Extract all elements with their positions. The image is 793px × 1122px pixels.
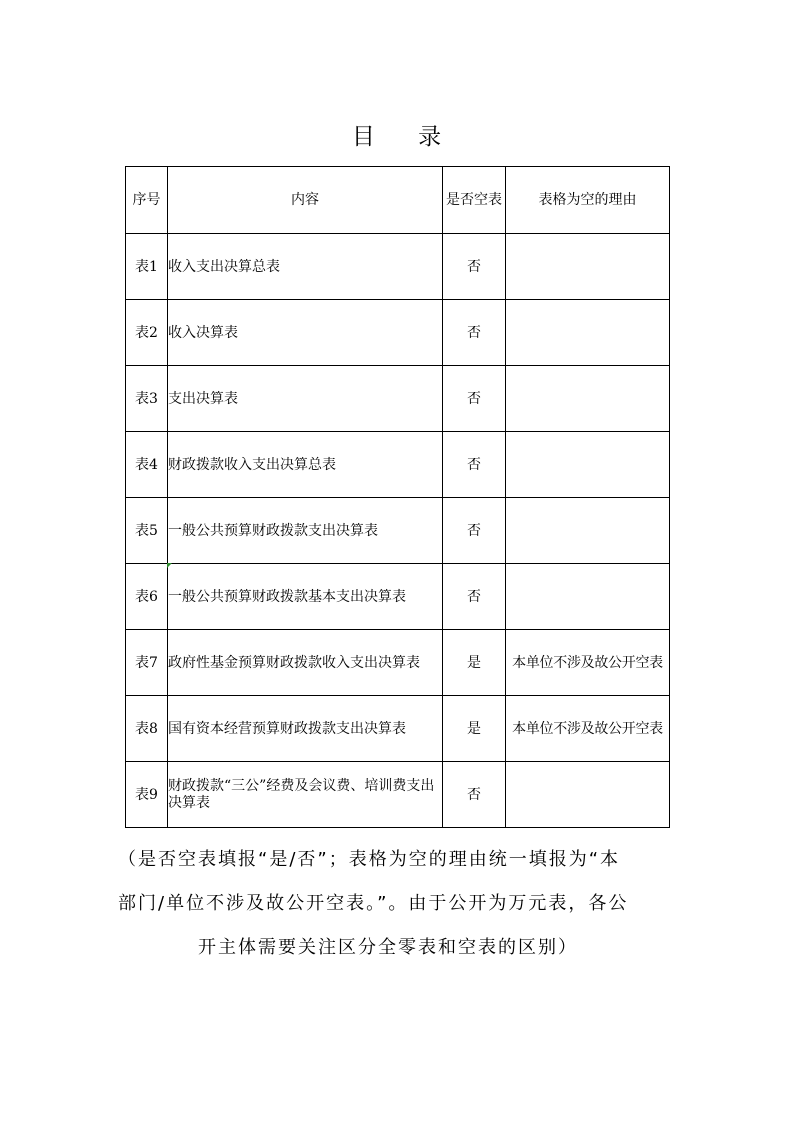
row-reason [506,762,670,828]
row-no: 表1 [126,234,168,300]
row-is-empty: 否 [443,762,506,828]
footnote-line: （是否空表填报“是/否”；表格为空的理由统一填报为“本 [118,849,621,870]
footnote-line: 部门/单位不涉及故公开空表。”。由于公开为万元表，各公 [118,893,629,914]
row-is-empty: 否 [443,366,506,432]
row-reason [506,366,670,432]
row-no: 表5 [126,498,168,564]
row-reason [506,564,670,630]
header-is-empty: 是否空表 [443,167,506,234]
row-reason: 本单位不涉及故公开空表 [506,696,670,762]
row-reason [506,234,670,300]
table-header-row [126,167,670,234]
row-is-empty: 否 [443,498,506,564]
row-reason: 本单位不涉及故公开空表 [506,630,670,696]
row-reason [506,300,670,366]
row-content: 政府性基金预算财政拨款收入支出决算表 [168,630,443,696]
row-is-empty: 是 [443,696,506,762]
table-row [126,498,670,564]
row-no: 表6 [126,564,168,630]
row-content: 财政拨款“三公”经费及会议费、培训费支出决算表 [168,762,443,828]
table-row [126,366,670,432]
row-no: 表2 [126,300,168,366]
row-content: 财政拨款收入支出决算总表 [168,432,443,498]
footnote [118,838,678,970]
row-no: 表9 [126,762,168,828]
row-no: 表7 [126,630,168,696]
row-is-empty: 是 [443,630,506,696]
header-no: 序号 [126,167,168,234]
cell-comment-marker [167,563,172,568]
row-content: 收入支出决算总表 [168,234,443,300]
row-reason [506,432,670,498]
row-content: 支出决算表 [168,366,443,432]
table-row [126,630,670,696]
row-is-empty: 否 [443,564,506,630]
table-row [126,234,670,300]
row-is-empty: 否 [443,432,506,498]
row-no: 表4 [126,432,168,498]
page-title: 目 录 [351,124,460,150]
row-reason [506,498,670,564]
table-of-contents [125,166,670,828]
header-content: 内容 [168,167,443,234]
row-is-empty: 否 [443,300,506,366]
table-row [126,432,670,498]
row-content: 国有资本经营预算财政拨款支出决算表 [168,696,443,762]
table-row [126,762,670,828]
table-row [126,564,670,630]
header-reason: 表格为空的理由 [506,167,670,234]
row-content: 一般公共预算财政拨款支出决算表 [168,498,443,564]
row-content: 一般公共预算财政拨款基本支出决算表 [168,564,443,630]
row-content: 收入决算表 [168,300,443,366]
table-row [126,696,670,762]
row-is-empty: 否 [443,234,506,300]
footnote-line: 开主体需要关注区分全零表和空表的区别） [198,937,578,958]
row-no: 表8 [126,696,168,762]
table-row [126,300,670,366]
row-no: 表3 [126,366,168,432]
